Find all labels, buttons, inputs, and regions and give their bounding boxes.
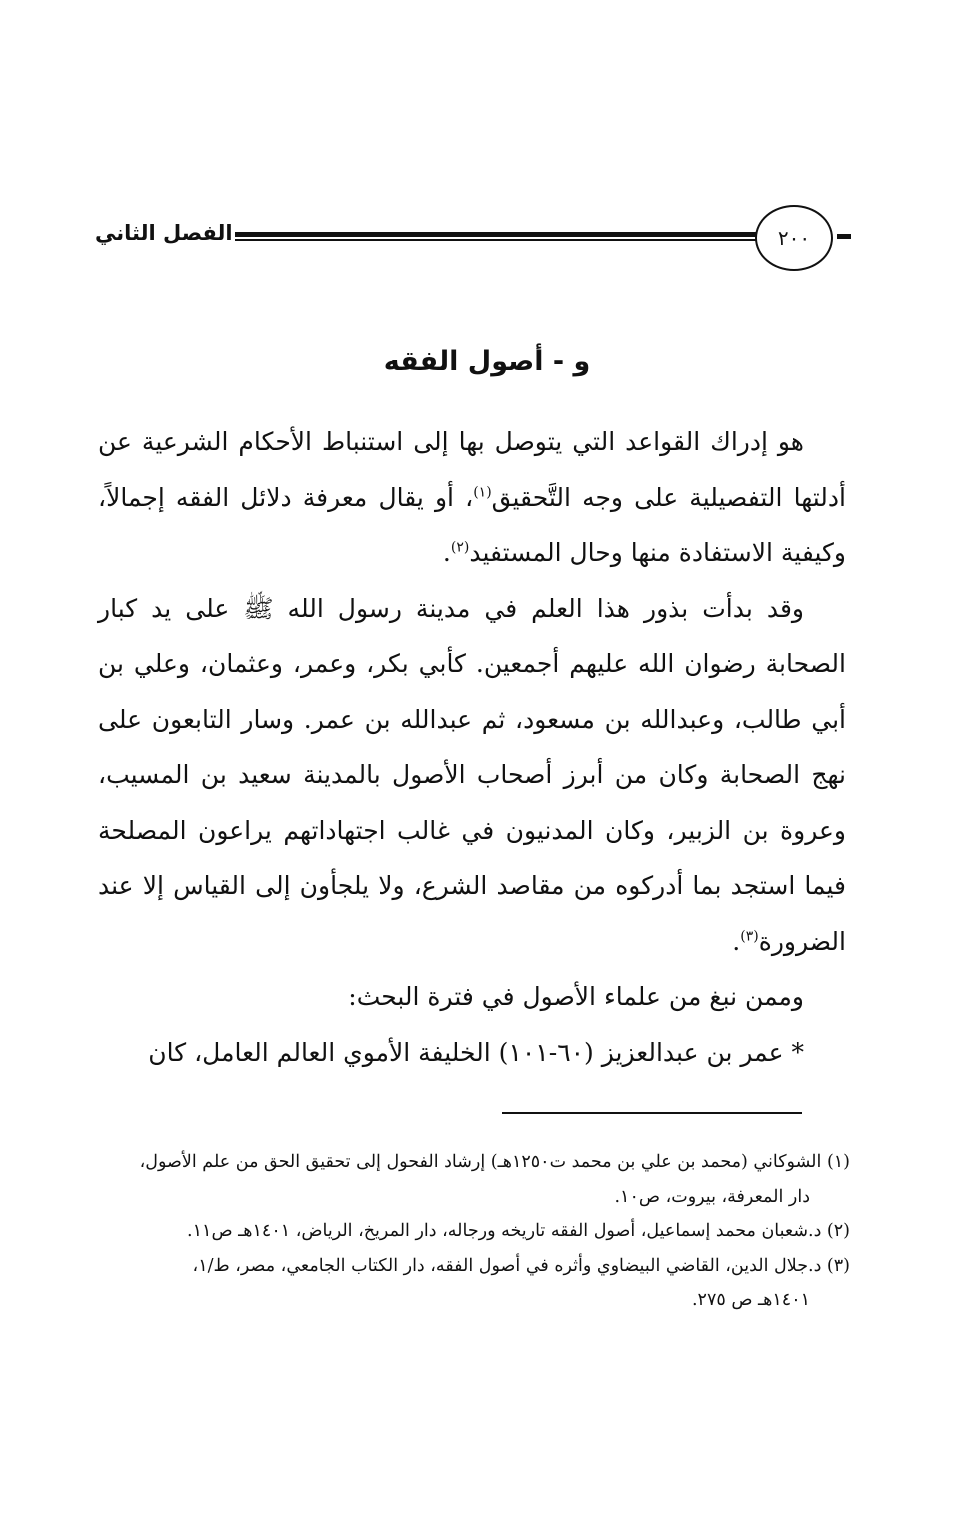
paragraph-text: .	[732, 926, 741, 956]
footnote-1: (١) الشوكاني (محمد بن علي بن محمد ت١٢٥٠هـ) إرشاد الفحول إلى تحقيق الحق من علم الأصول،	[139, 1152, 850, 1172]
paragraph-text: ، أو يقال معرفة دلائل الفقه إجمالاً، وكيفية الاستفادة منها وحال المستفيد	[98, 482, 846, 567]
page-number-badge	[755, 205, 833, 271]
section-heading: و - أصول الفقه	[383, 346, 591, 377]
running-header	[95, 205, 855, 275]
footnote-3: (٣) د.جلال الدين، القاضي البيضاوي وأثره في أصول الفقه، دار الكتاب الجامعي، مصر، ط/١،	[192, 1255, 850, 1276]
page-number: ٢٠٠	[777, 226, 811, 250]
chapter-title: الفصل الثاني	[95, 221, 233, 245]
footnote-2: (٢) د.شعبان محمد إسماعيل، أصول الفقه تاريخه ورجاله، دار المريخ، الرياض، ١٤٠١هـ ص١١.	[187, 1221, 850, 1241]
paragraph-text: وقد بدأت بذور هذا العلم في مدينة رسول الله ﷺ على يد كبار الصحابة رضوان الله عليهم أجمعين. كأبي بكر، وعمر، وعثمان، وعلي بن أبي طالب، وعبدالله بن مسعود، ثم عبدالله بن عمر. وسار التابعون على نهج الصحابة وكان من أبرز أصحاب الأصول بالمدينة سعيد بن المسيب، وعروة بن الزبير، وكان المدنيون في غالب اجتهاداتهم يراعون المصلحة فيما استجد بما أدركوه من مقاصد الشرع، ولا يلجأون إلى القياس إلا عند الضرورة	[98, 593, 846, 956]
footnote-1-continued: دار المعرفة، بيروت، ص١٠.	[614, 1186, 810, 1207]
paragraph-scholars-intro: وممن نبغ من علماء الأصول في فترة البحث:	[348, 982, 804, 1011]
header-rule-thin	[235, 239, 757, 241]
paragraph-definition	[98, 414, 846, 581]
footnote-ref-1[interactable]: (١)	[473, 484, 492, 501]
paragraph-text: .	[442, 538, 451, 567]
footnotes	[98, 1145, 850, 1318]
header-rule-thick	[235, 232, 757, 237]
paragraph-history	[98, 581, 846, 970]
paragraph-text: هو إدراك القواعد التي يتوصل بها إلى استنباط الأحكام الشرعية عن أدلتها التفصيلية على وجه التَّحقيق	[98, 427, 846, 512]
body-text	[98, 414, 846, 1080]
footnote-ref-2[interactable]: (٢)	[450, 539, 470, 556]
header-rule-tip	[837, 234, 851, 239]
paragraph-scholar-item: * عمر بن عبدالعزيز (٦٠-١٠١) الخليفة الأموي العالم العامل، كان	[148, 1037, 804, 1067]
footnote-ref-3[interactable]: (٣)	[740, 928, 759, 945]
footnote-3-continued: ١٤٠١هـ ص ٢٧٥.	[691, 1290, 810, 1310]
header-rule	[235, 232, 757, 242]
footnote-separator	[502, 1112, 802, 1114]
